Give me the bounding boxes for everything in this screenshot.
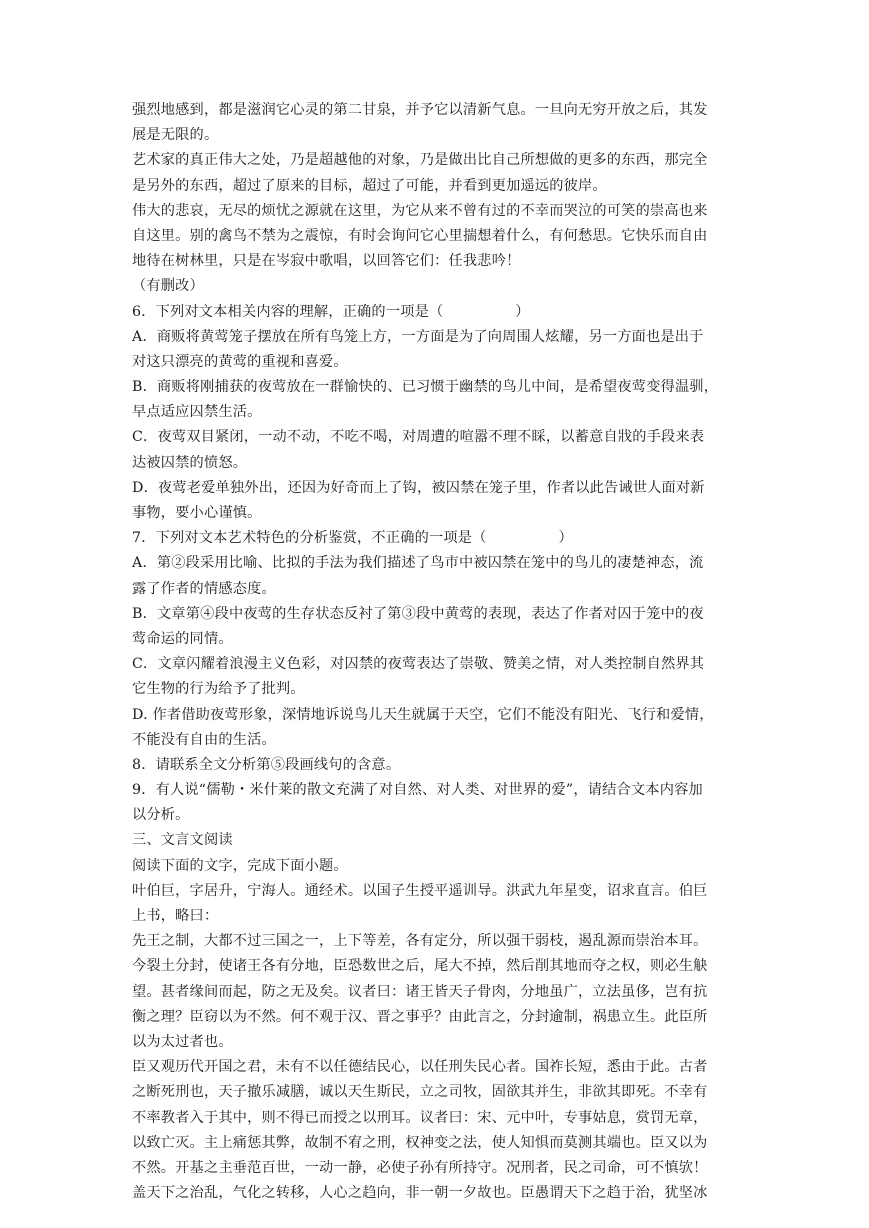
text-line: 之断死刑也，天子撤乐减膳，诚以天生斯民，立之司牧，固欲其并生，非欲其即死。不幸有 [132,1084,708,1101]
text-line: A．商贩将黄莺笼子摆放在所有鸟笼上方，一方面是为了向周围人炫耀，另一方面也是出于 [132,328,704,345]
text-line: 盖天下之治乱，气化之转移，人心之趋向，非一朝一夕故也。臣愚谓天下之趋于治，犹坚冰 [132,1185,708,1202]
text-line: 自这里。别的禽鸟不禁为之震惊，有时会询问它心里揣想着什么，有何愁思。它快乐而自由 [132,227,708,244]
text-line: 今裂土分封，使诸王各有分地，臣恐数世之后，尾大不掉，然后削其地而夺之权，则必生觖 [132,958,708,975]
text-line: 对这只漂亮的黄莺的重视和喜爱。 [132,353,348,370]
text-line: 伟大的悲哀，无尽的烦忧之源就在这里，为它从来不曾有过的不幸而哭泣的可笑的崇高也来 [132,202,708,219]
text-line: D．夜莺老爱单独外出，还因为好奇而上了钩，被囚禁在笼子里，作者以此告诫世人面对新 [132,479,705,496]
text-line: 以分析。 [132,807,190,824]
text-line: 展是无限的。 [132,127,219,144]
text-line: 衡之理？臣窃以为不然。何不观于汉、晋之事乎？由此言之，分封逾制，祸患立生。此臣所 [132,1008,708,1025]
text-line: 不然。开基之主垂范百世，一动一静，必使子孙有所持守。况刑者，民之司命，可不慎欤！ [132,1159,708,1176]
text-line: A．第②段采用比喻、比拟的手法为我们描述了鸟市中被囚禁在笼中的鸟儿的凄楚神态，流 [132,555,704,572]
text-line: 它生物的行为给予了批判。 [132,681,305,698]
text-line: 不能没有自由的生活。 [132,731,276,748]
text-line: C．夜莺双目紧闭，一动不动，不吃不喝，对周遭的喧嚣不理不睬，以蓄意自戕的手段来表 [132,429,705,446]
text-line: 先王之制，大都不过三国之一，上下等差，各有定分，所以强干弱枝，遏乱源而崇治本耳。 [132,933,708,950]
text-line: 以致亡灭。主上痛惩其弊，故制不宥之刑，权神变之法，使人知惧而莫测其端也。臣又以为 [132,1134,708,1151]
question-8: 8．请联系全文分析第⑤段画线句的含意。 [132,756,401,773]
question-9: 9．有人说“儒勒・米什莱的散文充满了对自然、对人类、对世界的爱”，请结合文本内容加 [132,782,703,799]
text-line: 强烈地感到，都是滋润它心灵的第二甘泉，并予它以清新气息。一旦向无穷开放之后，其发 [132,102,708,118]
text-line: 露了作者的情感态度。 [132,580,276,597]
document-page [132,98,738,1206]
text-line: 艺术家的真正伟大之处，乃是超越他的对象，乃是做出比自己所想做的更多的东西，那完全 [132,152,708,169]
text-line: 望。甚者缘间而起，防之无及矣。议者曰：诸王皆天子骨肉，分地虽广，立法虽侈，岂有抗 [132,983,708,1000]
source-note: （有删改） [132,278,204,295]
text-line: 早点适应囚禁生活。 [132,404,262,421]
text-line: B．文章第④段中夜莺的生存状态反衬了第③段中黄莺的表现，表达了作者对囚于笼中的夜 [132,605,704,622]
question-6: 6．下列对文本相关内容的理解，正确的一项是（ ） [132,303,530,320]
text-line: 不率教者入于其中，则不得已而授之以刑耳。议者曰：宋、元中叶，专事姑息，赏罚无章， [132,1109,708,1126]
text-line: 以为太过者也。 [132,1033,233,1050]
text-line: B．商贩将刚捕获的夜莺放在一群愉快的、已习惯于幽禁的鸟儿中间，是希望夜莺变得温驯， [132,379,719,396]
text-line: D. 作者借助夜莺形象，深情地诉说鸟儿天生就属于天空，它们不能没有阳光、飞行和爱情， [132,706,714,723]
text-line: 上书，略曰： [132,908,219,924]
text-line: 叶伯巨，字居升，宁海人。通经术。以国子生授平遥训导。洪武九年星变，诏求直言。伯巨 [132,882,708,899]
text-line: 莺命运的同情。 [132,630,233,647]
text-line: C．文章闪耀着浪漫主义色彩，对囚禁的夜莺表达了崇敬、赞美之情，对人类控制自然界其 [132,656,705,673]
question-7: 7．下列对文本艺术特色的分析鉴赏，不正确的一项是（ ） [132,530,573,547]
text-line: 是另外的东西，超过了原来的目标，超过了可能，并看到更加遥远的彼岸。 [132,177,607,194]
section-heading: 三、文言文阅读 [132,832,233,849]
text-line: 地待在树林里，只是在岑寂中歌唱，以回答它们：任我悲吟！ [132,253,521,270]
instruction: 阅读下面的文字，完成下面小题。 [132,857,348,874]
text-line: 臣又观历代开国之君，未有不以任德结民心，以任刑失民心者。国祚长短，悉由于此。古者 [132,1059,708,1076]
text-line: 达被囚禁的愤怒。 [132,454,248,471]
text-line: 事物，要小心谨慎。 [132,505,262,521]
